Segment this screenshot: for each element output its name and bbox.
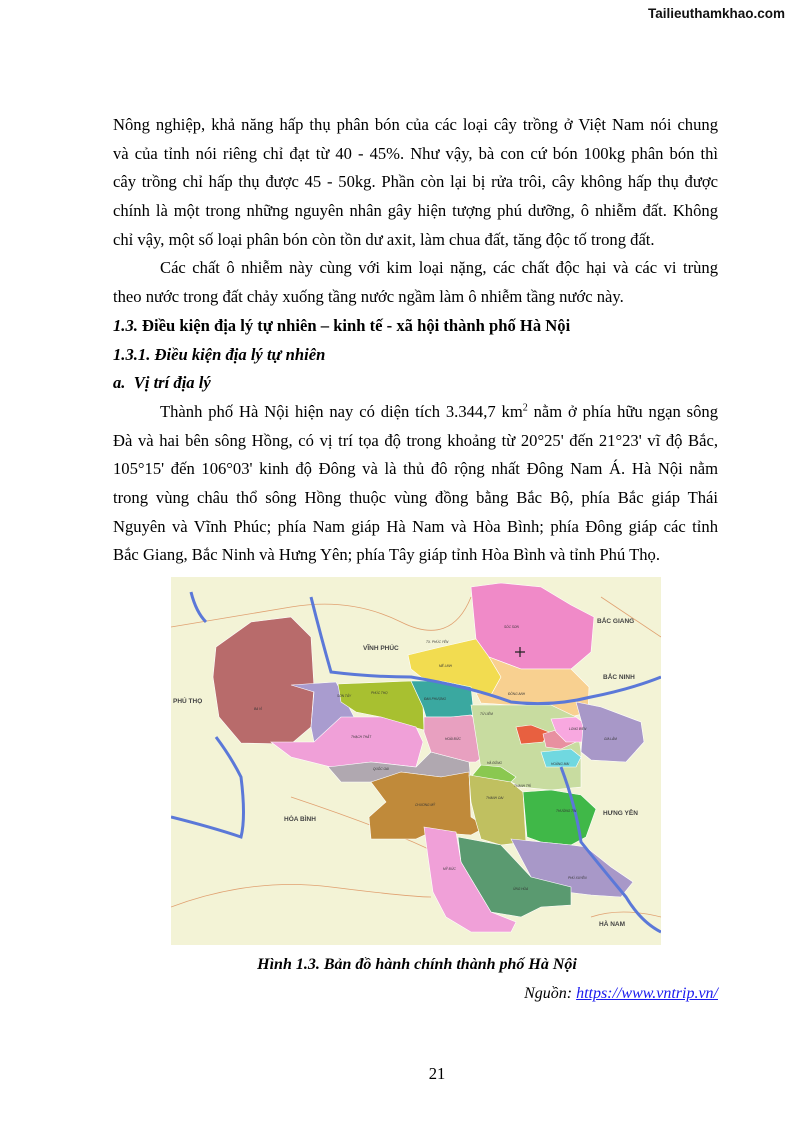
text-line — [113, 398, 718, 427]
text-line: theo nước trong đất chảy xuống tầng nước ngầm làm ô nhiễm tầng nước này. — [113, 287, 624, 307]
district-label: HÀ ĐÔNG — [487, 761, 502, 765]
hanoi-administrative-map — [171, 577, 661, 945]
section-title: Điều kiện địa lý tự nhiên – kinh tế - xã hội thành phố Hà Nội — [142, 315, 571, 335]
text-line: cây trồng chỉ hấp thụ được 45 - 50kg. Phần còn lại bị rửa trôi, cây không hấp thụ được — [113, 172, 718, 192]
district-label: QUỐC OAI — [373, 767, 389, 771]
province-label: HÀ NAM — [599, 921, 625, 928]
source-label: Nguồn: — [524, 985, 577, 1002]
district-label: THƯỜNG TÍN — [556, 809, 577, 813]
district-label: CHƯƠNG MỸ — [415, 803, 436, 807]
district-label: GIA LÂM — [604, 737, 617, 741]
text-line: trong vùng châu thổ sông Hồng thuộc vùng đồng bằng Bắc Bộ, phía Bắc giáp Thái — [113, 487, 718, 507]
district-label: ĐÔNG ANH — [508, 692, 526, 696]
section-heading-1-3 — [113, 312, 718, 341]
district-label: LONG BIÊN — [569, 727, 587, 731]
district-label: MÊ LINH — [439, 664, 452, 668]
body-text — [113, 111, 718, 570]
text-line: và của tỉnh nói riêng chỉ đạt từ 40 - 45%. Như vậy, bà con cứ bón 100kg phân bón thì — [113, 143, 718, 163]
text-line: Nguyên và Vĩnh Phúc; phía Nam giáp Hà Nam và Hòa Bình; phía Đông giáp các tỉnh — [113, 516, 718, 536]
text-line: 105°15' đến 106°03' kinh độ Đông và là thủ đô rộng nhất Đông Nam Á. Hà Nội nằm — [113, 459, 718, 479]
district-label: THANH TRÌ — [514, 784, 531, 788]
district-label: TỪ LIÊM — [480, 712, 493, 716]
heading-title: Vị trí địa lý — [133, 373, 211, 393]
text-line: Bắc Giang, Bắc Ninh và Hưng Yên; phía Tây giáp tỉnh Hòa Bình và tỉnh Phú Thọ. — [113, 545, 660, 565]
district-label: ĐAN PHƯỢNG — [424, 697, 446, 701]
province-label: PHÚ THỌ — [173, 698, 203, 705]
district-label: HOÀNG MAI — [551, 762, 570, 766]
figure-source — [524, 985, 718, 1003]
page-number: 21 — [428, 1064, 446, 1083]
source-link[interactable]: https://www.vntrip.vn/ — [576, 985, 718, 1002]
section-heading-a — [113, 369, 718, 398]
district-label: PHÚC THỌ — [371, 691, 388, 695]
watermark: Tailieuthamkhao.com — [647, 6, 785, 21]
province-label: VĨNH PHÚC — [363, 645, 399, 652]
text-line: chính là một trong những nguyên nhân gây hiện tượng phú dưỡng, ô nhiễm đất. Không — [113, 201, 718, 221]
province-label: BẮC NINH — [603, 674, 635, 681]
text-line: chỉ vậy, một số loại phân bón còn tồn dư axit, làm chua đất, tăng độc tố trong đất. — [113, 229, 655, 249]
province-label: HƯNG YÊN — [603, 810, 638, 817]
section-heading-1-3-1: 1.3.1. Điều kiện địa lý tự nhiên — [113, 344, 326, 364]
figure-caption: Hình 1.3. Bản đồ hành chính thành phố Hà Nội — [257, 956, 577, 973]
district-label: BA VÌ — [254, 707, 263, 711]
text-line: Nông nghiệp, khả năng hấp thụ phân bón của các loại cây trồng ở Việt Nam nói chung — [113, 115, 718, 134]
section-number: 1.3. — [113, 315, 138, 335]
text-line: Đà và hai bên sông Hồng, có vị trí tọa độ trong khoảng từ 20°25' đến 21°23' vĩ độ Bắc, — [113, 430, 718, 450]
district-label: THẠCH THẤT — [351, 735, 372, 739]
district-label: SÓC SƠN — [504, 625, 519, 629]
district-label: ỨNG HÒA — [513, 887, 529, 891]
text-line: Các chất ô nhiễm này cùng với kim loại nặng, các chất độc hại và các vi trùng — [160, 258, 718, 278]
text-span: Thành phố Hà Nội hiện nay có diện tích 3.344,7 km — [160, 401, 523, 421]
district-label: SƠN TÂY — [337, 694, 352, 698]
district-label: TX. PHÚC YÊN — [426, 640, 449, 644]
district-label: PHÚ XUYÊN — [568, 876, 587, 880]
district-label: MỸ ĐỨC — [443, 867, 456, 871]
superscript: 2 — [522, 402, 528, 414]
province-label: HÒA BÌNH — [284, 816, 316, 823]
district-label: HOÀI ĐỨC — [445, 737, 461, 741]
province-label: BẮC GIANG — [597, 618, 635, 625]
text-span: nằm ở phía hữu ngạn sông — [527, 401, 718, 421]
heading-letter: a. — [113, 373, 126, 393]
district-label: THANH OAI — [486, 796, 504, 800]
